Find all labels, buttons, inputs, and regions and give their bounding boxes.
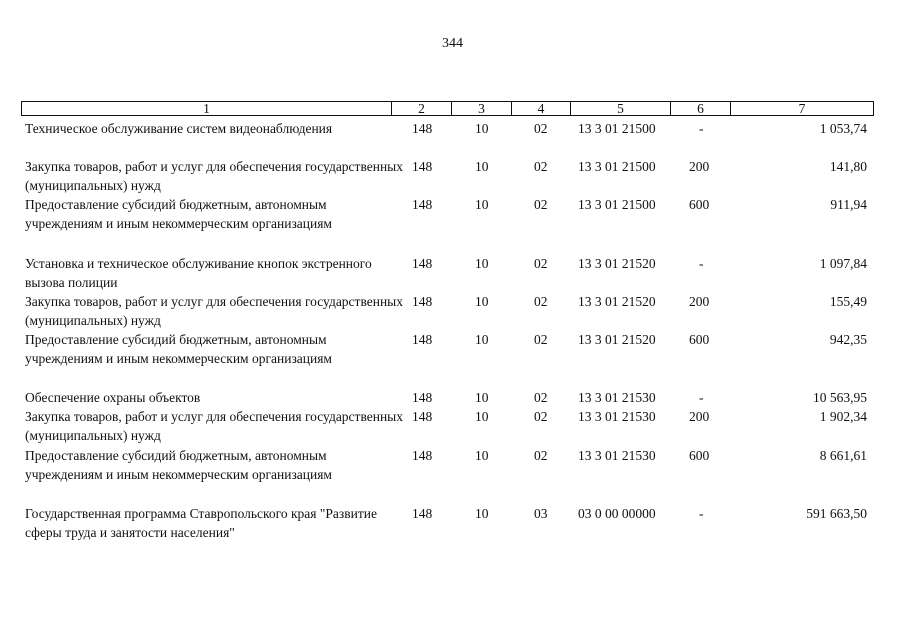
row-col-3: 10: [475, 294, 489, 309]
row-col-6: 600: [689, 332, 710, 347]
row-col-3: 10: [475, 197, 489, 212]
row-name: Государственная программа Ставропольского края "Развитие сферы труда и занятости населения": [25, 506, 377, 540]
row-col-2: 148: [412, 121, 433, 136]
row-col-5: 13 3 01 21530: [578, 409, 656, 424]
row-col-3: 10: [475, 448, 489, 463]
row-col-6: 600: [689, 197, 710, 212]
row-col-7: 1 097,84: [819, 256, 867, 271]
row-col-7: 591 663,50: [806, 506, 867, 521]
row-col-6: 200: [689, 159, 710, 174]
row-col-4: 02: [534, 197, 548, 212]
row-col-3: 10: [475, 256, 489, 271]
row-col-4: 02: [534, 332, 548, 347]
row-col-6: 200: [689, 409, 710, 424]
header-col-1: 1: [22, 102, 392, 115]
row-col-5: 13 3 01 21520: [578, 294, 656, 309]
row-col-4: 02: [534, 121, 548, 136]
row-name: Обеспечение охраны объектов: [25, 390, 201, 405]
row-name: Установка и техническое обслуживание кнопок экстренного вызова полиции: [25, 256, 372, 290]
row-col-5: 13 3 01 21520: [578, 256, 656, 271]
header-col-2: 2: [392, 102, 452, 115]
header-col-4: 4: [512, 102, 571, 115]
row-col-2: 148: [412, 506, 433, 521]
row-col-5: 13 3 01 21530: [578, 448, 656, 463]
row-name: Закупка товаров, работ и услуг для обеспечения государственных (муниципальных) нужд: [25, 409, 404, 443]
table-header: [21, 101, 874, 116]
row-col-5: 03 0 00 00000: [578, 506, 656, 521]
row-col-4: 03: [534, 506, 548, 521]
row-col-5: 13 3 01 21500: [578, 121, 656, 136]
row-col-2: 148: [412, 448, 433, 463]
row-col-7: 1 902,34: [819, 409, 867, 424]
header-col-7: 7: [798, 101, 806, 116]
row-col-7: 8 661,61: [819, 448, 867, 463]
row-col-2: 148: [412, 409, 433, 424]
row-name: Техническое обслуживание систем видеонаблюдения: [25, 121, 333, 136]
row-col-7: 911,94: [830, 197, 867, 212]
row-name: Предоставление субсидий бюджетным, автономным учреждениям и иным некоммерческим организациям: [25, 197, 332, 231]
row-col-2: 148: [412, 332, 433, 347]
row-col-7: 141,80: [829, 159, 867, 174]
row-col-7: 10 563,95: [813, 390, 867, 405]
row-col-3: 10: [475, 390, 489, 405]
header-col-5: 5: [571, 102, 671, 115]
row-name: Закупка товаров, работ и услуг для обеспечения государственных (муниципальных) нужд: [25, 159, 404, 193]
row-col-2: 148: [412, 159, 433, 174]
row-name: Закупка товаров, работ и услуг для обеспечения государственных (муниципальных) нужд: [25, 294, 404, 328]
row-col-5: 13 3 01 21500: [578, 159, 656, 174]
row-col-4: 02: [534, 390, 548, 405]
row-col-3: 10: [475, 121, 489, 136]
row-col-3: 10: [475, 332, 489, 347]
row-col-6: -: [699, 256, 704, 271]
row-col-6: -: [699, 390, 704, 405]
page-number: 344: [442, 36, 463, 51]
row-col-4: 02: [534, 256, 548, 271]
row-col-3: 10: [475, 159, 489, 174]
header-col-3: 3: [452, 102, 512, 115]
row-col-3: 10: [475, 409, 489, 424]
row-col-6: 600: [689, 448, 710, 463]
row-col-2: 148: [412, 294, 433, 309]
row-col-2: 148: [412, 256, 433, 271]
row-col-5: 13 3 01 21520: [578, 332, 656, 347]
row-col-6: -: [699, 506, 704, 521]
row-col-4: 02: [534, 409, 548, 424]
row-col-5: 13 3 01 21530: [578, 390, 656, 405]
row-name: Предоставление субсидий бюджетным, автономным учреждениям и иным некоммерческим организациям: [25, 448, 332, 482]
row-col-2: 148: [412, 197, 433, 212]
row-col-2: 148: [412, 390, 433, 405]
row-col-7: 155,49: [829, 294, 867, 309]
row-col-5: 13 3 01 21500: [578, 197, 656, 212]
row-col-4: 02: [534, 448, 548, 463]
row-col-7: 942,35: [829, 332, 867, 347]
header-col-6: 6: [671, 102, 731, 115]
row-col-6: 200: [689, 294, 710, 309]
row-col-4: 02: [534, 294, 548, 309]
row-col-3: 10: [475, 506, 489, 521]
row-col-4: 02: [534, 159, 548, 174]
row-name: Предоставление субсидий бюджетным, автономным учреждениям и иным некоммерческим организациям: [25, 332, 332, 366]
row-col-6: -: [699, 121, 704, 136]
row-col-7: 1 053,74: [819, 121, 867, 136]
